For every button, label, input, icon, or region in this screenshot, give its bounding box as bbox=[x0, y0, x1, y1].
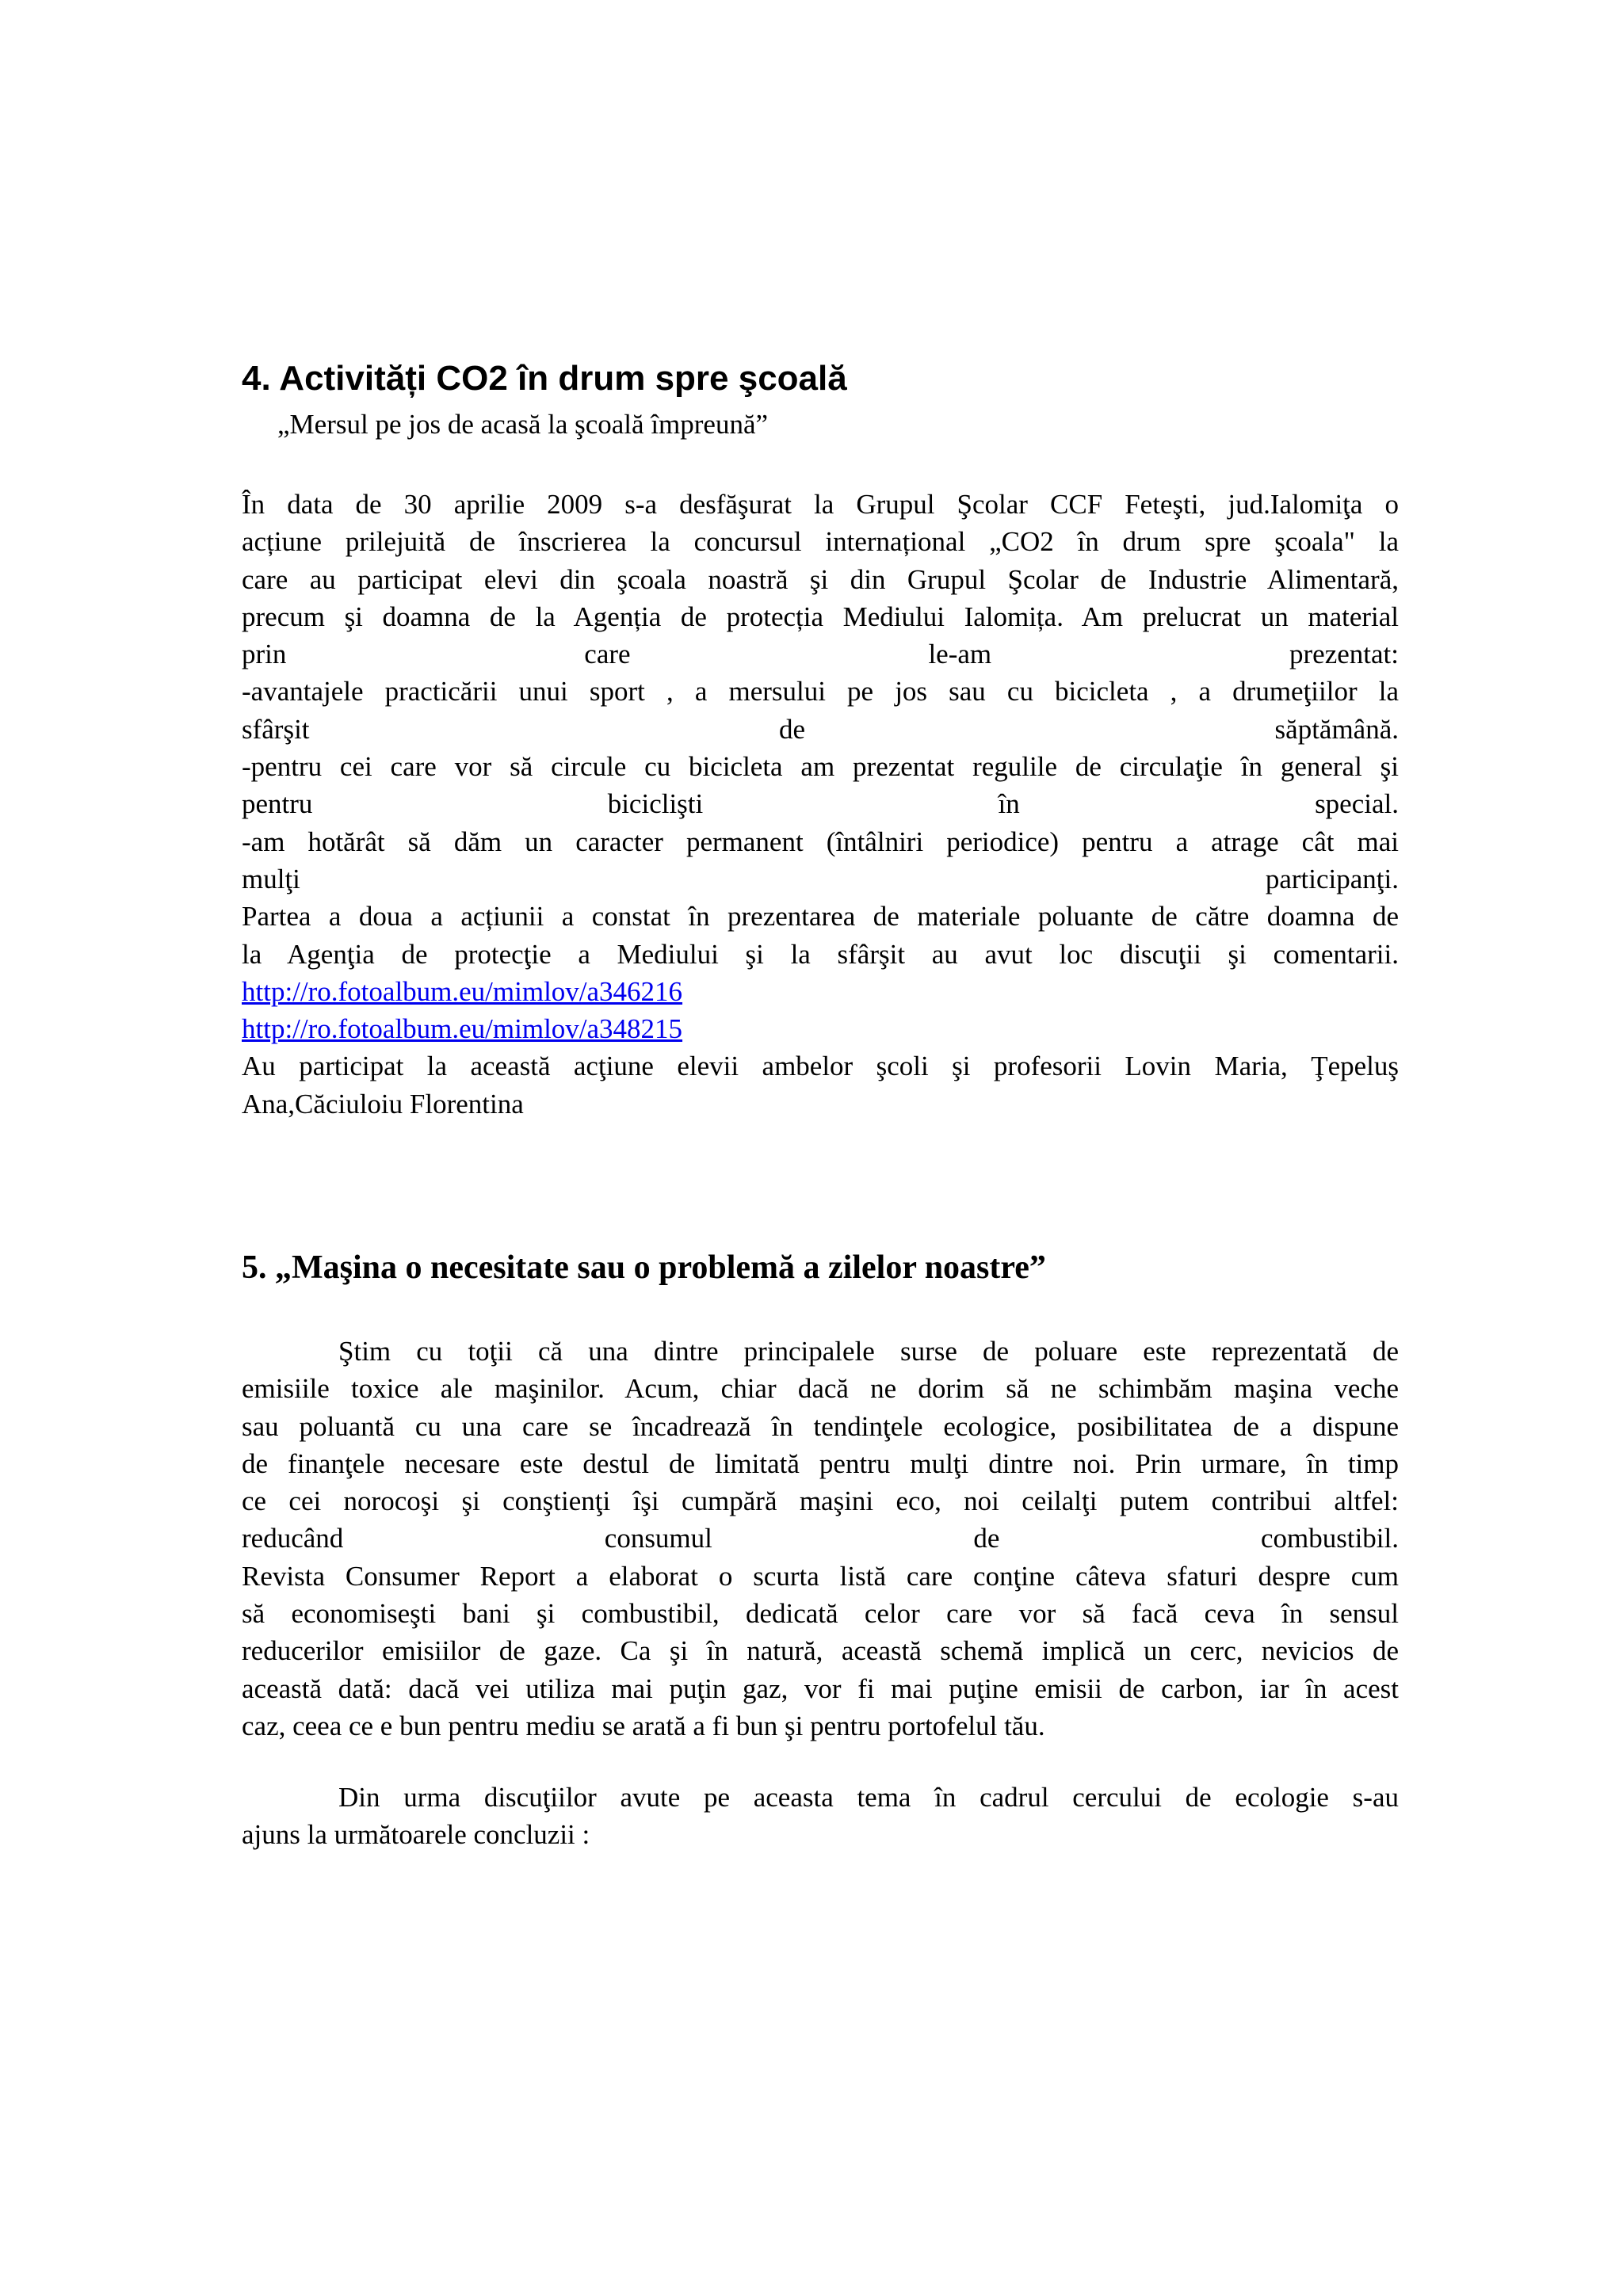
section-5-title: 5. „Maşina o necesitate sau o problemă a zilelor noastre” bbox=[242, 1249, 1046, 1286]
text-line: -am hotărât să dăm un caracter permanent (întâlniri periodice) pentru a atrage cât mai bbox=[242, 826, 1399, 857]
text-line: acțiune prilejuită de înscrierea la concursul internațional „CO2 în drum spre şcoala" la bbox=[242, 526, 1399, 558]
section-4-subtitle: „Mersul pe jos de acasă la şcoală împreună” bbox=[277, 409, 769, 440]
photo-album-link[interactable]: http://ro.fotoalbum.eu/mimlov/a348215 bbox=[242, 1013, 683, 1045]
text-line: pentru biciclişti în special. bbox=[242, 788, 1399, 820]
text-line: ajuns la următoarele concluzii : bbox=[242, 1819, 590, 1851]
text-line: emisiile toxice ale maşinilor. Acum, chiar dacă ne dorim să ne schimbăm maşina veche bbox=[242, 1373, 1399, 1405]
text-line: prin care le-am prezentat: bbox=[242, 639, 1399, 670]
text-line: Partea a doua a acțiunii a constat în prezentarea de materiale poluante de către doamna de bbox=[242, 901, 1399, 933]
text-line: -pentru cei care vor să circule cu bicicleta am prezentat regulile de circulaţie în general şi bbox=[242, 751, 1399, 783]
text-line: de finanţele necesare este destul de limitată pentru mulţi dintre noi. Prin urmare, în timp bbox=[242, 1447, 1399, 1479]
text-line: mulţi participanţi. bbox=[242, 863, 1399, 894]
text-line: În data de 30 aprilie 2009 s-a desfăşurat la Grupul Şcolar CCF Feteşti, jud.Ialomiţa o bbox=[242, 489, 1399, 520]
text-line: Revista Consumer Report a elaborat o scurta listă care conţine câteva sfaturi despre cum bbox=[242, 1560, 1399, 1592]
section-4-title: 4. Activități CO2 în drum spre şcoală bbox=[242, 359, 847, 398]
section-4-body bbox=[242, 486, 1399, 1123]
text-line: precum şi doamna de la Agenția de protecția Mediului Ialomița. Am prelucrat un material bbox=[242, 601, 1399, 632]
text-line: care au participat elevi din şcoala noastră şi din Grupul Şcolar de Industrie Alimentară, bbox=[242, 563, 1399, 595]
text-line: Au participat la această acţiune elevii ambelor şcoli şi profesorii Lovin Maria, Ţepeluş bbox=[242, 1051, 1399, 1082]
text-line: ce cei norocoşi şi conştienţi îşi cumpără maşini eco, noi ceilalţi putem contribui altfel: bbox=[242, 1486, 1399, 1517]
text-line: Ştim cu toţii că una dintre principalele surse de poluare este reprezentată de bbox=[338, 1336, 1399, 1367]
text-line: această dată: dacă vei utiliza mai puţin gaz, vor fi mai puţine emisii de carbon, iar în acest bbox=[242, 1672, 1399, 1704]
text-line: Ana,Căciuloiu Florentina bbox=[242, 1088, 524, 1119]
text-line: Din urma discuţiilor avute pe aceasta tema în cadrul cercului de ecologie s-au bbox=[338, 1782, 1399, 1813]
text-line: la Agenţia de protecţie a Mediului şi la sfârşit au avut loc discuţii şi comentarii. bbox=[242, 938, 1399, 970]
text-line: reducerilor emisiilor de gaze. Ca şi în natură, această schemă implică un cerc, nevicios de bbox=[242, 1635, 1399, 1667]
photo-album-link[interactable]: http://ro.fotoalbum.eu/mimlov/a346216 bbox=[242, 975, 683, 1007]
text-line: să economiseşti bani şi combustibil, dedicată celor care vor să facă ceva în sensul bbox=[242, 1598, 1399, 1630]
text-line: sfârşit de săptămână. bbox=[242, 713, 1399, 745]
section-5-conclusion bbox=[242, 1779, 1399, 1854]
text-line: caz, ceea ce e bun pentru mediu se arată a fi bun şi pentru portofelul tău. bbox=[242, 1710, 1045, 1741]
text-line: -avantajele practicării unui sport , a mersului pe jos sau cu bicicleta , a drumeţiilor la bbox=[242, 676, 1399, 707]
section-5-body bbox=[242, 1333, 1399, 1745]
text-line: reducând consumul de combustibil. bbox=[242, 1523, 1399, 1554]
link-line bbox=[242, 973, 1399, 1010]
link-line bbox=[242, 1010, 1399, 1047]
text-line: sau poluantă cu una care se încadrează în tendinţele ecologice, posibilitatea de a dispune bbox=[242, 1410, 1399, 1442]
